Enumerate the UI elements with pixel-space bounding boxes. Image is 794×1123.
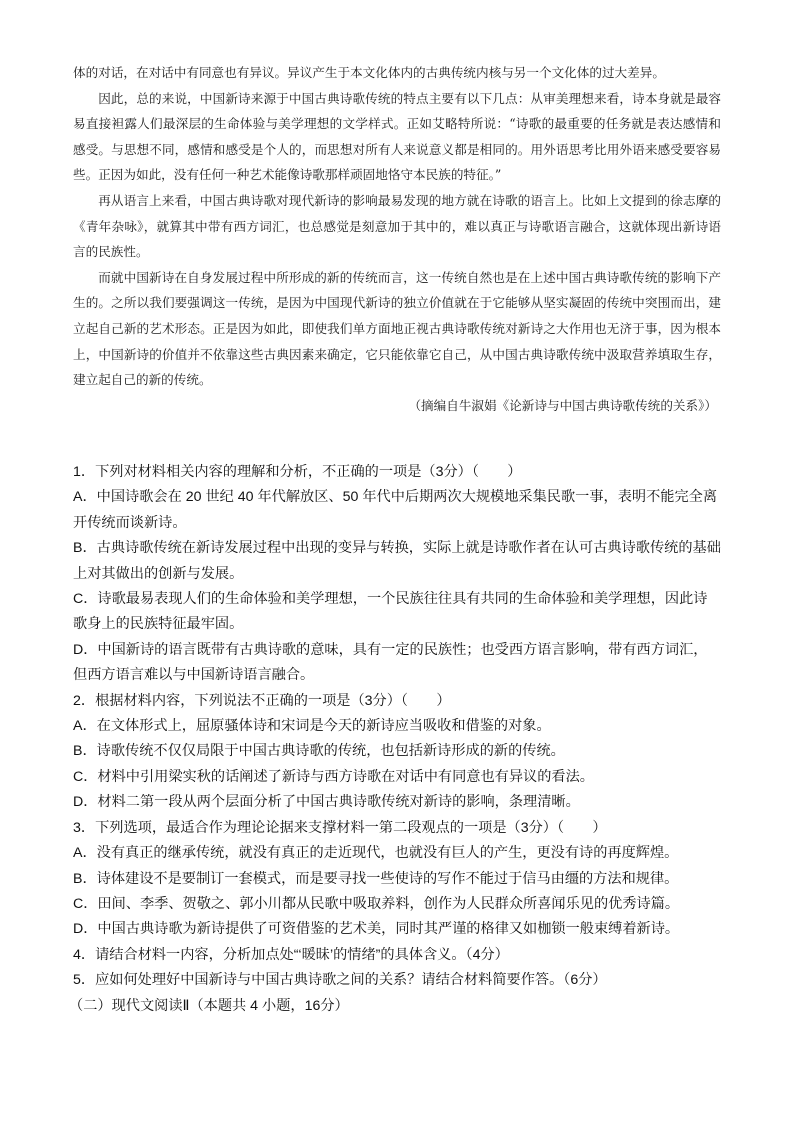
question-2-option-c: C．材料中引用梁实秋的话阐述了新诗与西方诗歌在对话中有同意也有异议的看法。	[73, 768, 594, 785]
question-3-option-a: A．没有真正的继承传统，就没有真正的走近现代，也就没有巨人的产生，更没有诗的再度辉煌。	[73, 845, 679, 862]
question-1-stem: 1．下列对材料相关内容的理解和分析，不正确的一项是（3分）（ ）	[73, 464, 522, 480]
passage-source: （摘编自牛淑娟《论新诗与中国古典诗歌传统的关系》）	[408, 397, 717, 413]
question-2-option-d: D．材料二第一段从两个层面分析了中国古典诗歌传统对新诗的影响，条理清晰。	[73, 794, 580, 811]
passage-paragraph: 而就中国新诗在自身发展过程中所形成的新的传统而言，这一传统自然也是在上述中国古典诗歌传统的影响下产生的。之所以我们要强调这一传统，是因为中国现代新诗的独立价值就在于它能够从坚实凝固的传统中突围而出，建立起自己新的艺术形态。正是因为如此，即使我们单方面地正视古典诗歌传统对新诗之大作用也无济于事，因为根本上，中国新诗的价值并不依靠这些古典因素来确定，它只能依靠它自己，从中国古典诗歌传统中汲取营养填取生存，建立起自己的新的传统。	[73, 269, 721, 388]
passage-paragraph: 因此，总的来说，中国新诗来源于中国古典诗歌传统的特点主要有以下几点：从审美理想来看，诗本身就是最容易直接袒露人们最深层的生命体验与美学理想的文学样式。正如艾略特所说：“诗歌的最重要的任务就是表达感情和感受。与思想不同，感情和感受是个人的，而思想对所有人来说意义都是相同的。用外语思考比用外语来感受要容易些。正因为如此，没有任何一种艺术能像诗歌那样顽固地恪守本民族的特征。”	[73, 90, 721, 183]
question-1-option-b: B．古典诗歌传统在新诗发展过程中出现的变异与转换，实际上就是诗歌作者在认可古典诗歌传统的基础上对其做出的创新与发展。	[73, 540, 721, 582]
question-3-option-d: D．中国古典诗歌为新诗提供了可资借鉴的艺术美，同时其严谨的格律又如枷锁一般束缚着新诗。	[73, 921, 680, 938]
question-1-option-d: D．中国新诗的语言既带有古典诗歌的意味，具有一定的民族性；也受西方语言影响，带有西方词汇，但西方语言难以与中国新诗语言融合。	[73, 641, 708, 684]
question-list	[69, 460, 721, 1019]
reading-passage	[73, 60, 721, 418]
question-2-option-b: B．诗歌传统不仅仅局限于中国古典诗歌的传统，也包括新诗形成的新的传统。	[73, 743, 565, 760]
question-1-option-c: C．诗歌最易表现人们的生命体验和美学理想，一个民族往往具有共同的生命体验和美学理想，因此诗歌身上的民族特征最牢固。	[73, 591, 708, 633]
question-3-option-c: C．田间、李季、贺敬之、郭小川都从民歌中吸取养料，创作为人民群众所喜闻乐见的优秀诗篇。	[73, 895, 680, 912]
question-4: 4．请结合材料一内容，分析加点处“‘暖昧’的情绪”的具体含义。（4分）	[73, 946, 509, 963]
question-2-option-a: A．在文体形式上，屈原骚体诗和宋词是今天的新诗应当吸收和借鉴的对象。	[73, 718, 551, 735]
passage-paragraph: 体的对话，在对话中有同意也有异议。异议产生于本文化体内的古典传统内核与另一个文化体的过大差异。	[73, 65, 665, 80]
section-heading: （二）现代文阅读Ⅱ（本题共 4 小题，16分）	[69, 997, 349, 1014]
question-3-stem: 3．下列选项，最适合作为理论论据来支撑材料一第二段观点的一项是（3分）（ ）	[73, 819, 607, 836]
question-5: 5．应如何处理好中国新诗与中国古典诗歌之间的关系？请结合材料简要作答。（6分）	[73, 972, 607, 989]
question-1-option-a: A．中国诗歌会在 20 世纪 40 年代解放区、50 年代中后期两次大规模地采集民歌一事，表明不能完全离开传统而谈新诗。	[73, 489, 718, 531]
question-3-option-b: B．诗体建设不是要制订一套模式，而是要寻找一些使诗的写作不能过于信马由缰的方法和规律。	[73, 870, 679, 887]
question-2-stem: 2．根据材料内容，下列说法不正确的一项是（3分）（ ）	[73, 692, 451, 709]
passage-paragraph: 再从语言上来看，中国古典诗歌对现代新诗的影响最易发现的地方就在诗歌的语言上。比如上文提到的徐志摩的《青年杂咏》，就算其中带有西方词汇，也总感觉是刻意加于其中的，难以真正与诗歌语言融合，这就体现出新诗语言的民族性。	[73, 192, 721, 260]
